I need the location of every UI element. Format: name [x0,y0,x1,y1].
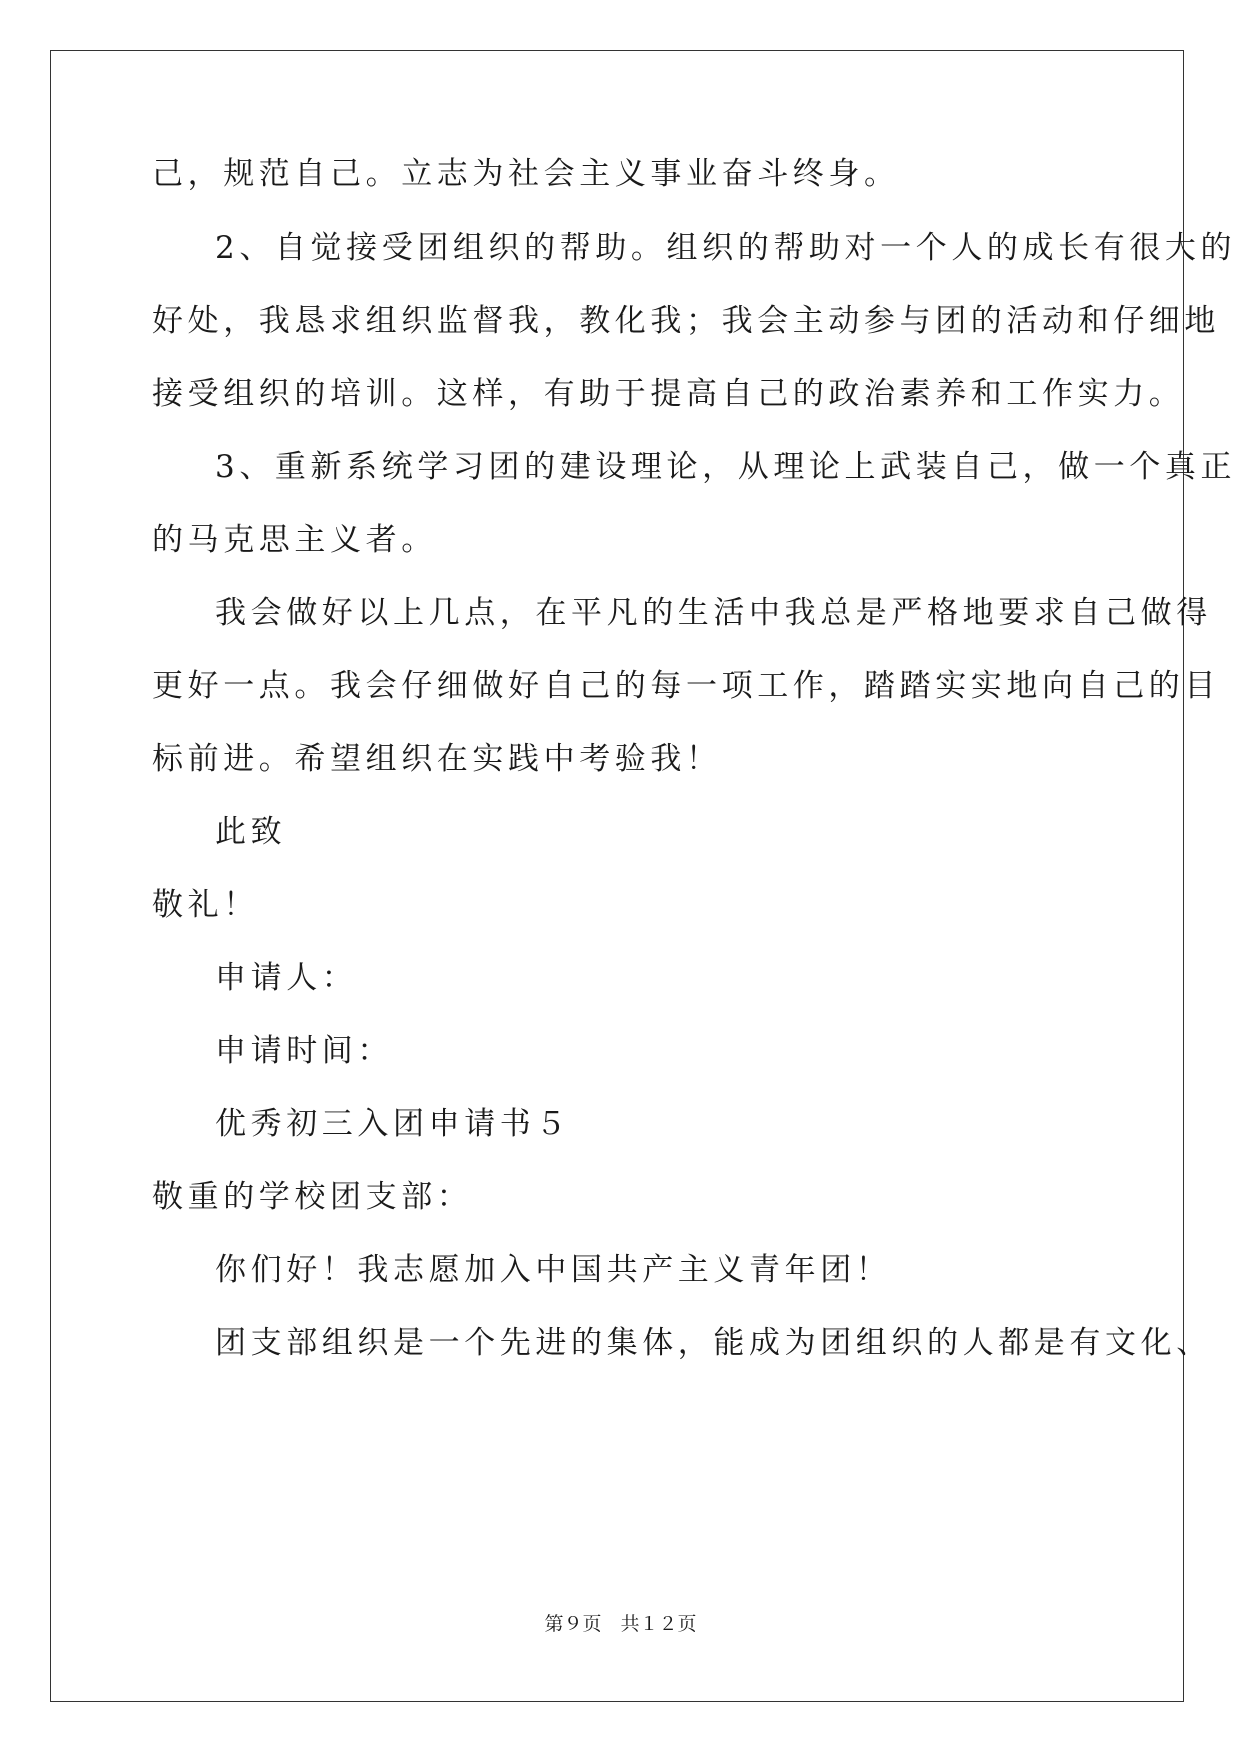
text-line: 接受组织的培训。这样，有助于提高自己的政治素养和工作实力。 [152,376,1185,412]
text-line: 2、自觉接受团组织的帮助。组织的帮助对一个人的成长有很大的 [215,230,1237,266]
applicant-label: 申请人： [215,960,358,996]
text-line: 更好一点。我会仔细做好自己的每一项工作，踏踏实实地向自己的目 [152,668,1220,704]
section-title: 优秀初三入团申请书５ [215,1106,571,1142]
text-line: 3、重新系统学习团的建设理论，从理论上武装自己，做一个真正 [215,449,1237,485]
page-border [50,50,1184,1702]
page-number: 第９页 共１２页 [544,1613,697,1635]
greeting: 敬重的学校团支部： [152,1179,473,1215]
closing-salutation: 此致 [215,814,287,850]
application-date-label: 申请时间： [215,1033,393,1069]
text-line: 标前进。希望组织在实践中考验我！ [152,741,722,777]
text-line: 你们好！我志愿加入中国共产主义青年团！ [215,1252,892,1288]
text-line: 的马克思主义者。 [152,522,437,558]
text-line: 我会做好以上几点，在平凡的生活中我总是严格地要求自己做得 [215,595,1212,631]
text-line: 己，规范自己。立志为社会主义事业奋斗终身。 [152,156,900,192]
closing-regards: 敬礼！ [152,887,259,923]
text-line: 好处，我恳求组织监督我，教化我；我会主动参与团的活动和仔细地 [152,303,1220,339]
text-line: 团支部组织是一个先进的集体，能成为团组织的人都是有文化、 [215,1325,1212,1361]
